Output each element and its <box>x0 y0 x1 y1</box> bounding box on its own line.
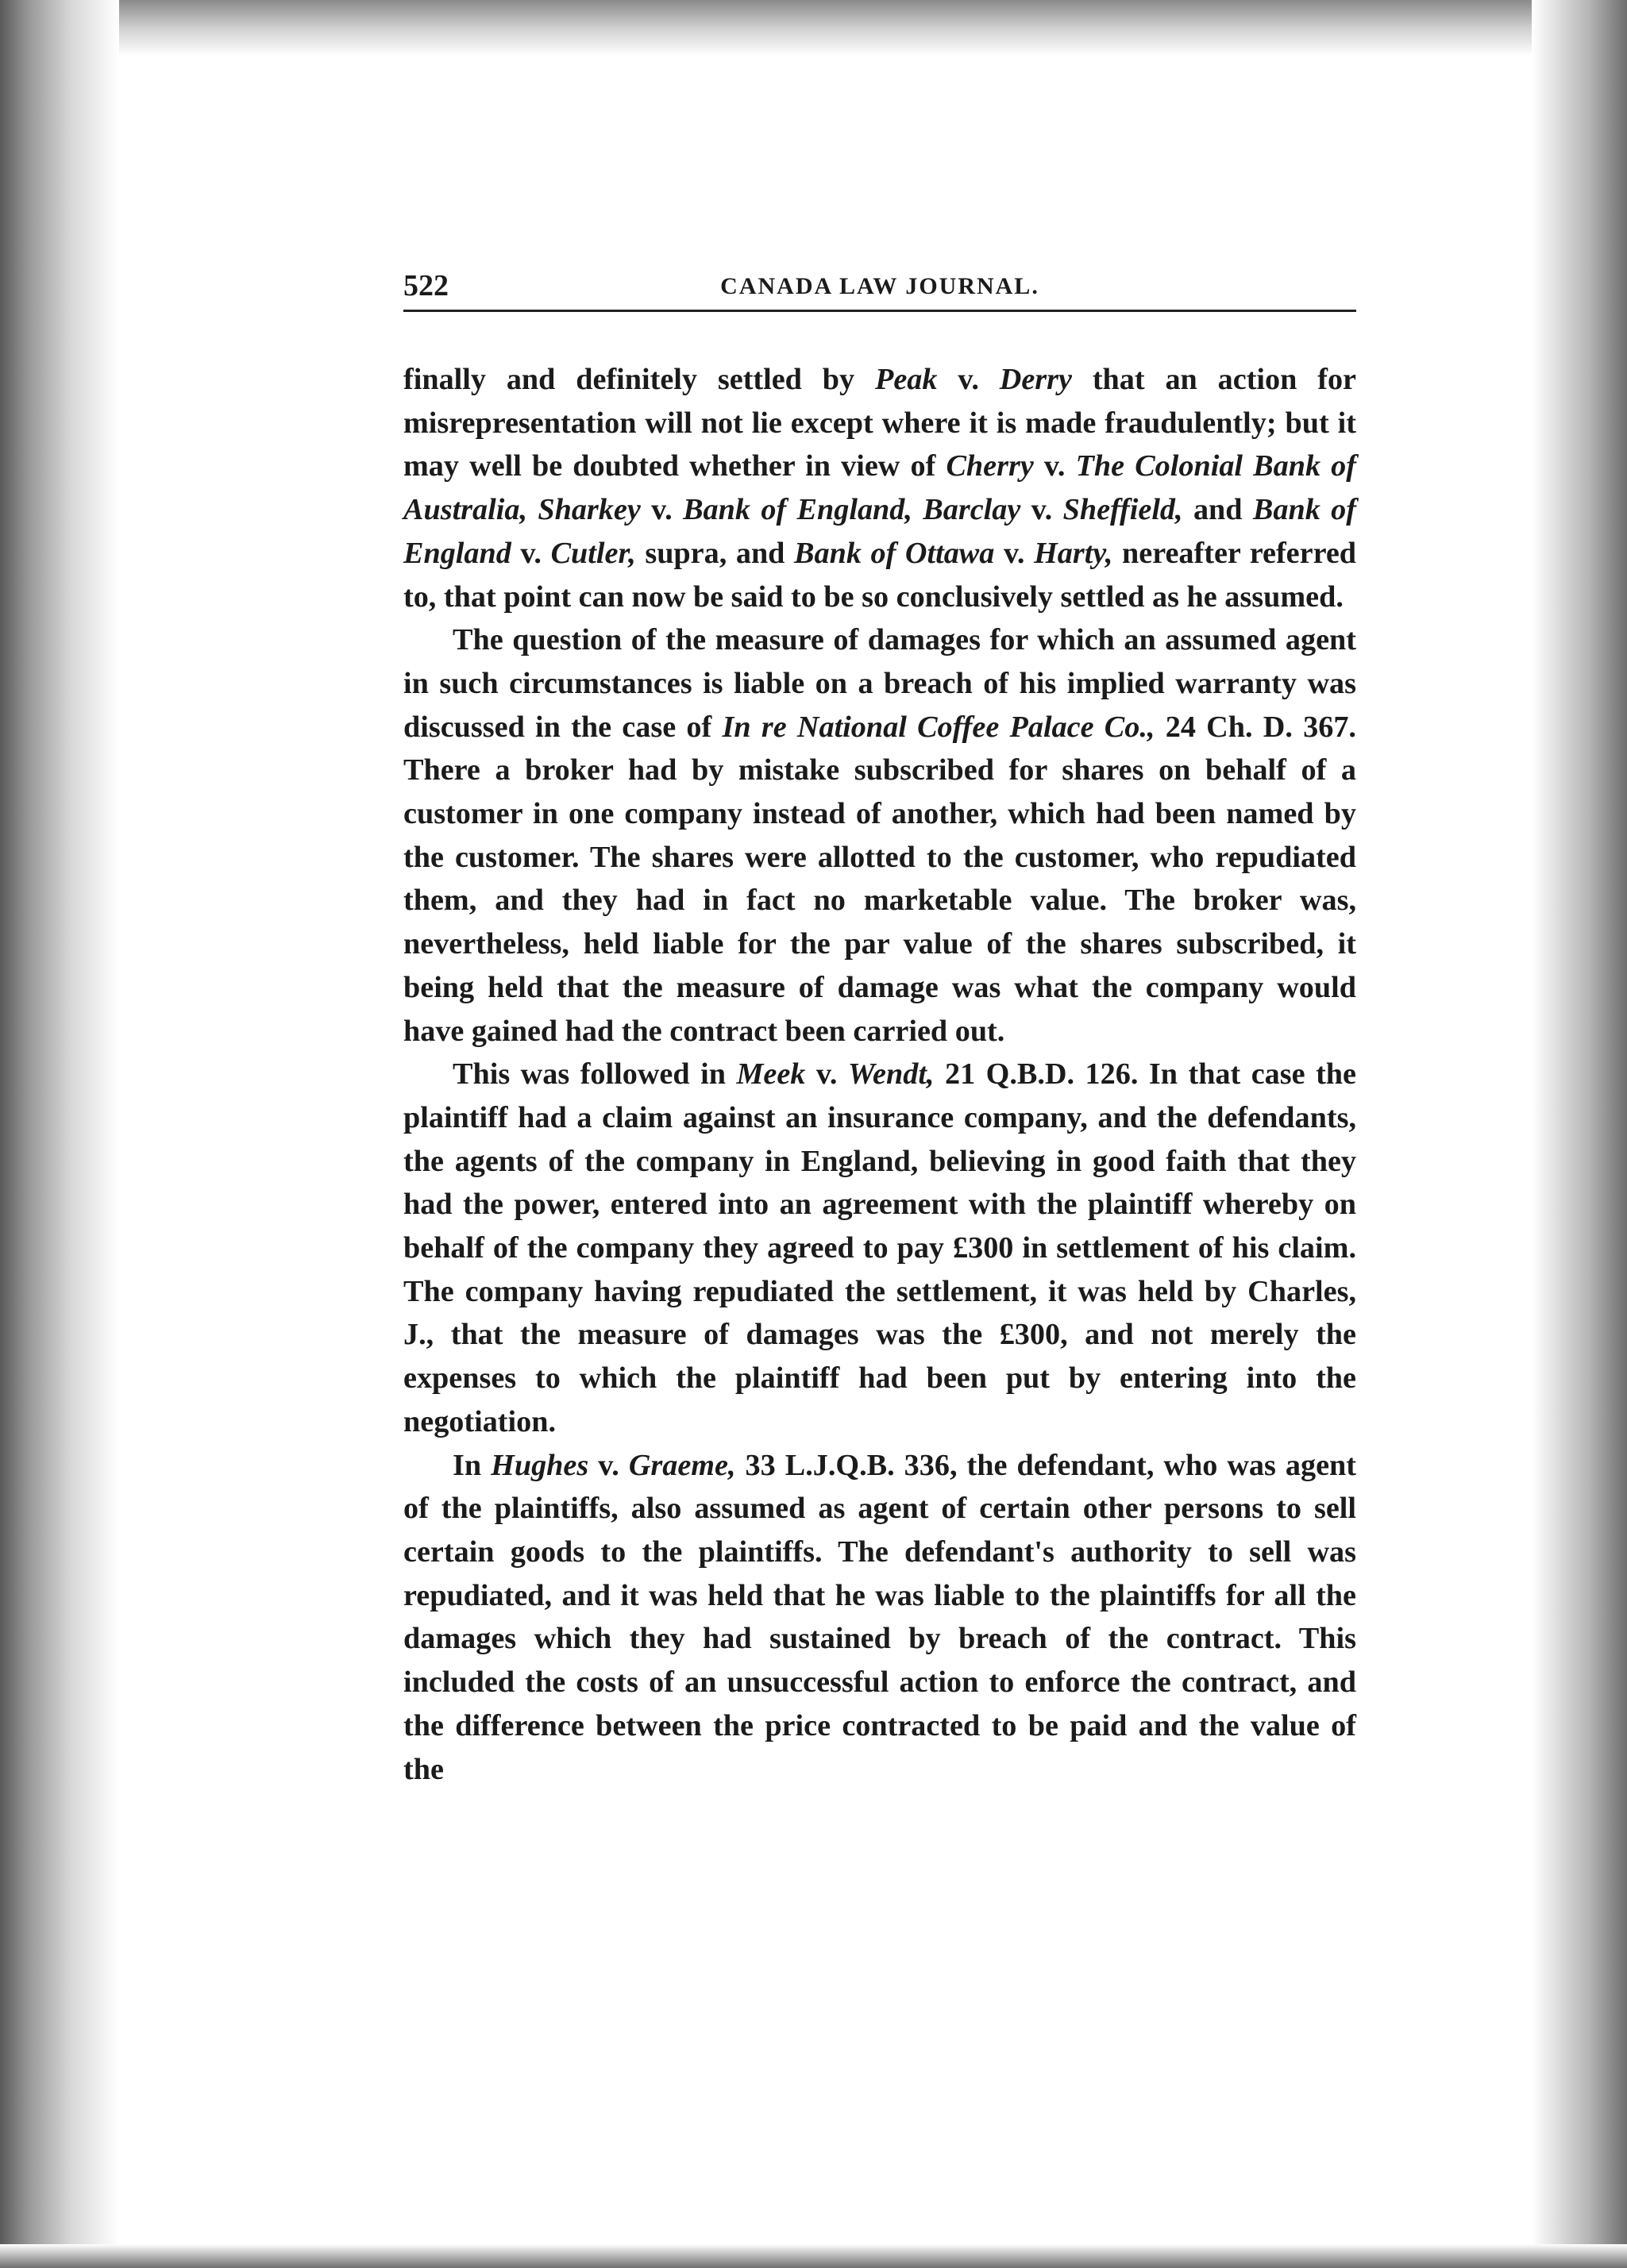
text-run: v. <box>994 536 1035 570</box>
case-citation-italic: Sheffield, <box>1062 493 1183 527</box>
paragraph <box>403 1444 1356 1792</box>
paragraph <box>403 358 1356 618</box>
text-run: This was followed in <box>453 1057 737 1092</box>
scan-border-top <box>0 0 1627 56</box>
text-run: v. <box>805 1057 848 1092</box>
text-run: that an action for misrepresentation will not lie except where it is made fraudulently; but it may well be doubted whether in view of <box>403 363 1356 483</box>
book-page <box>403 262 1356 1791</box>
text-run: The question of the measure of damages for which an assumed agent in such circumstances is liable on a breach of his implied warranty was discussed in the case of <box>403 623 1356 744</box>
text-run: 24 Ch. D. 367. There a broker had by mistake subscribed for shares on behalf of a customer in one company instead of another, which had been named by the customer. The shares were allotted to the customer, who repudiated them, and they had in fact no marketable value. The broker was, nevertheless, held liable for the par value of the shares subscribed, it being held that the measure of damage was what the company would have gained had the contract been carried out. <box>403 710 1356 1048</box>
text-run: nereafter referred to, that point can now be said to be so conclusively settled as he assumed. <box>403 536 1357 614</box>
case-citation-italic: Bank of Ottawa <box>794 536 995 570</box>
case-citation-italic: The Colonial Bank of Australia, Sharkey <box>403 449 1356 527</box>
case-citation-italic: Cherry <box>946 449 1034 483</box>
case-citation-italic: Cutler, <box>550 536 636 570</box>
text-run: v. <box>588 1448 629 1482</box>
case-citation-italic: In re National Coffee Palace Co., <box>722 710 1155 744</box>
case-citation-italic: Bank of England <box>403 493 1356 570</box>
text-run: 33 L.J.Q.B. 336, the defendant, who was agent of the plaintiffs, also assumed as agent of certain other persons to sell certain goods to the plaintiffs. The defendant's authority to sell was repudiated, and it was held that he was liable to the plaintiffs for all the damages which they had sustained by breach of the contract. This included the costs of an unsuccessful action to enforce the contract, and the difference between the price contracted to be paid and the value of the <box>403 1448 1356 1786</box>
paragraph <box>403 1053 1356 1443</box>
text-run: and <box>1182 493 1253 527</box>
text-run: finally and definitely settled by <box>403 363 875 396</box>
text-run: v. <box>937 363 1000 396</box>
case-citation-italic: Derry <box>999 363 1072 396</box>
paragraph <box>403 618 1356 1053</box>
body-text <box>403 358 1356 1791</box>
text-run: supra, and <box>635 536 795 570</box>
text-run: v. <box>1020 493 1063 527</box>
text-run: 21 Q.B.D. 126. In that case the plaintiff had a claim against an insurance company, and the defendants, the agents of the company in England, believing in good faith that they had the power, entered into an agreement with the plaintiff whereby on behalf of the company they agreed to pay £300 in settlement of his claim. The company having repudiated the settlement, it was held by Charles, J., that the measure of damages was the £300, and not merely the expenses to which the plaintiff had been put by entering into the negotiation. <box>403 1057 1356 1438</box>
case-citation-italic: Peak <box>875 363 938 396</box>
case-citation-italic: Meek <box>736 1057 806 1092</box>
page-number: 522 <box>403 269 449 302</box>
text-run: v. <box>640 493 684 527</box>
case-citation-italic: Graeme, <box>628 1448 736 1482</box>
scan-border-right <box>1532 0 1627 2268</box>
text-run: v. <box>1033 449 1076 483</box>
scan-border-bottom <box>0 2244 1627 2268</box>
text-run: v. <box>511 536 551 570</box>
text-run: In <box>453 1448 492 1482</box>
case-citation-italic: Bank of England, Barclay <box>683 493 1021 527</box>
scan-border-left <box>0 0 119 2268</box>
case-citation-italic: Wendt, <box>847 1057 935 1092</box>
journal-title: CANADA LAW JOURNAL. <box>720 273 1039 299</box>
case-citation-italic: Harty, <box>1034 536 1113 570</box>
running-head <box>403 262 1356 312</box>
case-citation-italic: Hughes <box>491 1448 589 1482</box>
